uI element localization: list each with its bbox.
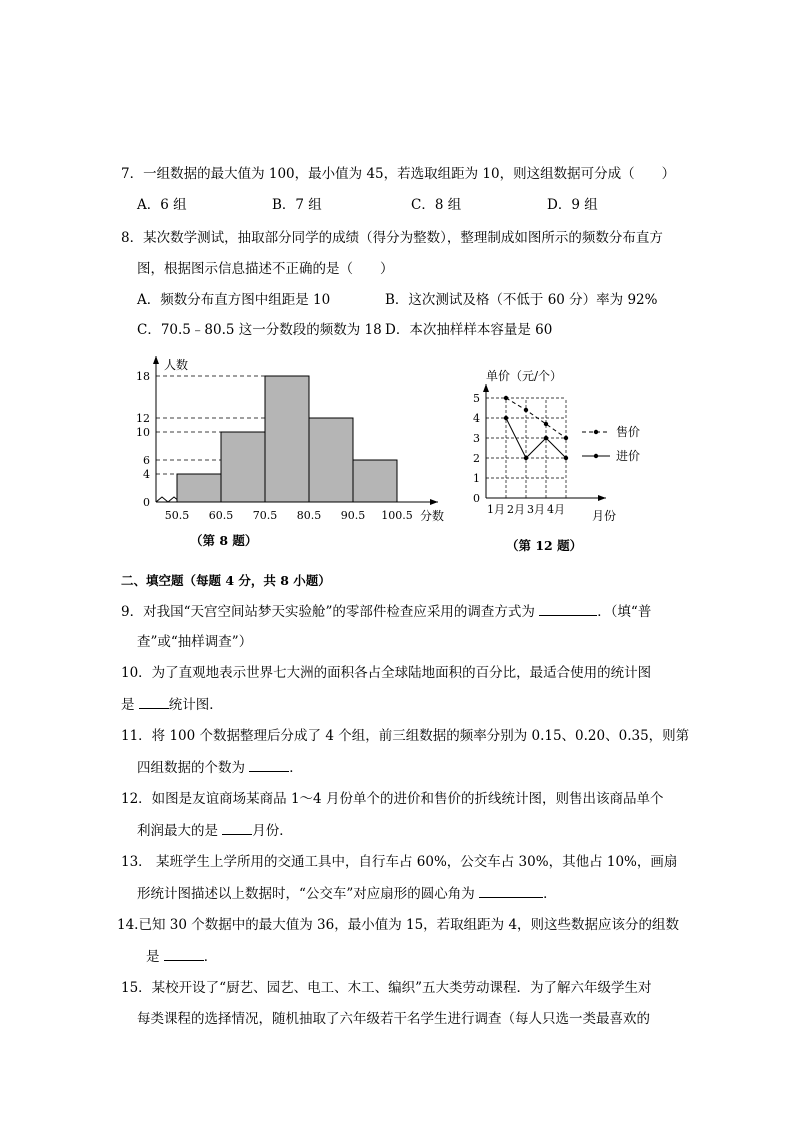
section-title: 二、填空题（每题 4 分，共 8 小题） — [121, 573, 331, 588]
histogram-caption: （第 8 题） — [190, 533, 258, 548]
line-chart-y-tick-label: 3 — [473, 432, 480, 445]
histogram-y-tick-label: 18 — [136, 370, 150, 383]
histogram-axis-break — [156, 497, 180, 502]
q7-stem: 7．一组数据的最大值为 100，最小值为 45，若选取组距为 10，则这组数据可分成（ ） — [121, 166, 676, 182]
q12-text: 利润最大的是 — [137, 823, 223, 839]
q13-line2 — [137, 883, 557, 904]
q8-option-d: D．本次抽样样本容量是 60 — [385, 322, 553, 338]
q13-answer-blank[interactable] — [479, 883, 543, 898]
q7-option-b: B．7 组 — [272, 197, 322, 213]
q14-text-after: ． — [203, 949, 218, 965]
line-chart-x-tick-label: 1月 — [487, 503, 505, 516]
q8-option-c: C．70.5﹣80.5 这一分数段的频数为 18 — [137, 322, 382, 338]
line-chart-legend-label: 进价 — [616, 449, 641, 463]
histogram-x-tick-label: 80.5 — [296, 509, 322, 522]
histogram-x-tick-label: 60.5 — [208, 509, 234, 522]
histogram-bar — [265, 376, 309, 502]
q9-line1 — [121, 601, 651, 622]
q11-answer-blank[interactable] — [249, 757, 289, 772]
line-chart-legend-marker — [594, 454, 598, 458]
line-chart-point — [524, 408, 528, 412]
histogram-bar — [177, 474, 221, 502]
q13-text: 形统计图描述以上数据时，“公交车”对应扇形的圆心角为 — [137, 886, 480, 902]
line-chart-y-label: 单价（元/个） — [486, 369, 563, 383]
line-chart-caption: （第 12 题） — [506, 538, 583, 553]
line-chart-point — [524, 456, 528, 460]
q14-line1: 14.已知 30 个数据中的最大值为 36，最小值为 15，若取组距为 4，则这些数据应该分的组数 — [117, 917, 680, 933]
line-chart-y-tick-label: 0 — [473, 492, 480, 505]
q9-text-after: ．（填“普 — [597, 604, 652, 620]
q10-answer-blank[interactable] — [139, 694, 169, 709]
q11-line1: 11．将 100 个数据整理后分成了 4 个组，前三组数据的频率分别为 0.15、0.20、0.35，则第 — [121, 728, 690, 744]
line-chart-y-arrow — [483, 384, 489, 392]
histogram-y-tick-label: 12 — [136, 412, 150, 425]
q15-line1: 15．某校开设了“厨艺、园艺、电工、木工、编织”五大类劳动课程．为了解六年级学生对 — [121, 980, 652, 996]
q14-answer-blank[interactable] — [164, 946, 204, 961]
q12-line2 — [137, 820, 293, 841]
histogram-y-arrow — [153, 356, 159, 364]
q9-answer-blank[interactable] — [539, 601, 597, 616]
q8-stem-line1: 8．某次数学测试，抽取部分同学的成绩（得分为整数），整理制成如图所示的频数分布直方 — [121, 230, 663, 246]
q7-option-a: A．6 组 — [137, 197, 187, 213]
histogram-bar — [353, 460, 397, 502]
histogram-y-tick-label: 10 — [136, 426, 150, 439]
histogram-y-tick-label: 6 — [143, 454, 150, 467]
q14-line2 — [146, 946, 217, 967]
q11-text-after: ． — [289, 760, 303, 776]
line-chart-x-tick-label: 4月 — [547, 503, 565, 516]
q15-line2: 每类课程的选择情况，随机抽取了六年级若干名学生进行调查（每人只选一类最喜欢的 — [137, 1011, 650, 1027]
q12-line1: 12．如图是友谊商场某商品 1～4 月份单个的进价和售价的折线统计图，则售出该商品单个 — [121, 791, 664, 807]
line-chart-point — [564, 436, 568, 440]
q11-line2 — [137, 757, 303, 778]
line-chart-point — [544, 422, 548, 426]
q13-line1: 13． 某班学生上学所用的交通工具中，自行车占 60%，公交车占 30%，其他占 10%，画扇 — [121, 854, 678, 870]
line-chart-legend-marker — [594, 430, 598, 434]
line-chart-point — [504, 396, 508, 400]
q11-text: 四组数据的个数为 — [137, 760, 250, 776]
histogram-y-tick-label: 0 — [143, 496, 150, 509]
line-chart-legend-label: 售价 — [616, 425, 641, 439]
line-chart-y-tick-label: 4 — [473, 412, 480, 425]
line-chart — [456, 362, 666, 530]
q13-text-after: ． — [543, 886, 557, 902]
histogram-x-tick-label: 90.5 — [340, 509, 366, 522]
q7-option-c: C．8 组 — [411, 197, 462, 213]
histogram-x-tick-label: 50.5 — [164, 509, 190, 522]
histogram-bar — [221, 432, 265, 502]
q7-option-d: D．9 组 — [547, 197, 598, 213]
q10-line2 — [121, 694, 223, 715]
line-chart-y-tick-label: 2 — [473, 452, 480, 465]
histogram-x-label: 分数 — [420, 509, 445, 523]
histogram-x-tick-label: 100.5 — [381, 509, 413, 522]
line-chart-point — [504, 416, 508, 420]
q12-text-after: 月份． — [252, 823, 293, 839]
line-chart-x-tick-label: 3月 — [527, 503, 545, 516]
histogram-y-tick-label: 4 — [143, 468, 150, 481]
q8-option-b: B．这次测试及格（不低于 60 分）率为 92% — [385, 292, 658, 308]
histogram-x-tick-label: 70.5 — [252, 509, 278, 522]
line-chart-x-arrow — [598, 495, 606, 501]
histogram-chart — [120, 350, 460, 528]
line-chart-x-tick-label: 2月 — [507, 503, 525, 516]
line-chart-point — [564, 456, 568, 460]
q14-text: 是 — [146, 949, 164, 965]
q10-text-after: 统计图． — [168, 697, 223, 713]
q10-text: 是 — [121, 697, 139, 713]
histogram-bar — [309, 418, 353, 502]
q9-line2: 查”或“抽样调查”） — [137, 634, 253, 650]
q10-line1: 10．为了直观地表示世界七大洲的面积各占全球陆地面积的百分比，最适合使用的统计图 — [121, 665, 652, 681]
line-chart-point — [544, 436, 548, 440]
histogram-y-label: 人数 — [164, 358, 189, 372]
line-chart-y-tick-label: 5 — [473, 392, 480, 405]
q9-text: 9．对我国“天宫空间站梦天实验舱”的零部件检查应采用的调查方式为 — [121, 604, 540, 620]
histogram-x-arrow — [430, 499, 438, 505]
line-chart-y-tick-label: 1 — [473, 472, 480, 485]
q8-stem-line2: 图，根据图示信息描述不正确的是（ ） — [137, 261, 394, 277]
q8-option-a: A．频数分布直方图中组距是 10 — [137, 292, 331, 308]
q12-answer-blank[interactable] — [222, 820, 252, 835]
line-chart-x-label: 月份 — [592, 509, 617, 523]
